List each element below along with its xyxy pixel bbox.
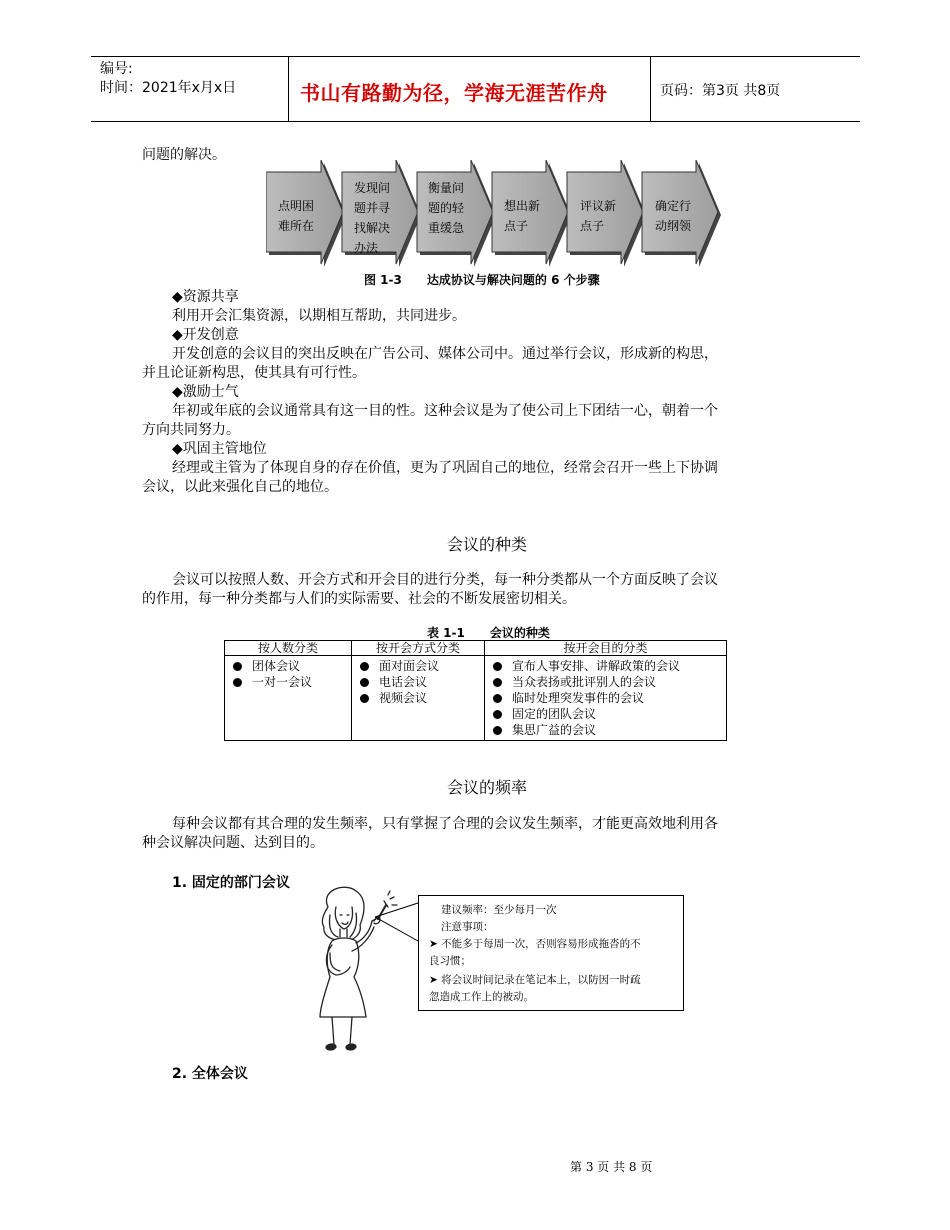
table-header-people: 按人数分类 bbox=[225, 641, 352, 656]
callout-note-2b: 忽造成工作上的被动。 bbox=[429, 991, 534, 1003]
step-2-text: 发现问 题并寻 找解决 办法 bbox=[354, 181, 391, 255]
bullet-icon bbox=[493, 678, 502, 687]
list-item: 团体会议 bbox=[233, 658, 345, 674]
header-top-rule bbox=[91, 56, 860, 57]
frequency-para-1: 每种会议都有其合理的发生频率，只有掌握了合理的会议发生频率，才能更高效地利用各 bbox=[172, 816, 718, 832]
subheading-department-meeting: 1. 固定的部门会议 bbox=[172, 875, 290, 891]
table-cell-purpose bbox=[485, 656, 727, 741]
advice-callout-box bbox=[418, 895, 684, 1011]
doc-number-label: 编号: bbox=[100, 61, 133, 77]
subheading-all-hands-meeting: 2. 全体会议 bbox=[172, 1066, 248, 1082]
list-item: 固定的团队会议 bbox=[493, 706, 720, 722]
table-cell-people bbox=[225, 656, 352, 741]
bullet-icon bbox=[233, 678, 242, 687]
section-text-creativity-1: 开发创意的会议目的突出反映在广告公司、媒体公司中。通过举行会议，形成新的构思， bbox=[172, 346, 718, 362]
kinds-para-1: 会议可以按照人数、开会方式和开会目的进行分类，每一种分类都从一个方面反映了会议 bbox=[172, 572, 718, 588]
bullet-icon bbox=[360, 694, 369, 703]
section-title-resource: ◆资源共享 bbox=[172, 289, 239, 305]
list-item: 电话会议 bbox=[360, 674, 478, 690]
section-title-authority: ◆巩固主管地位 bbox=[172, 441, 267, 457]
header-bottom-rule bbox=[91, 121, 860, 122]
list-item: 视频会议 bbox=[360, 690, 478, 706]
section-text-creativity-2: 并且论证新构思，使其具有可行性。 bbox=[142, 365, 366, 381]
kinds-para-2: 的作用，每一种分类都与人们的实际需要、社会的不断发展密切相关。 bbox=[142, 591, 576, 607]
figure-caption: 图 1-3 达成协议与解决问题的 6 个步骤 bbox=[364, 273, 600, 287]
list-item: 宣布人事安排、讲解政策的会议 bbox=[493, 658, 720, 674]
bullet-icon bbox=[493, 662, 502, 671]
kinds-heading: 会议的种类 bbox=[447, 535, 528, 554]
bullet-icon bbox=[493, 694, 502, 703]
frequency-para-2: 种会议解决问题、达到目的。 bbox=[142, 835, 324, 851]
step-6-text: 确定行 动纲领 bbox=[655, 199, 692, 233]
callout-notes-label: 注意事项： bbox=[441, 921, 494, 933]
table-cell-method bbox=[352, 656, 485, 741]
list-item: 当众表扬或批评别人的会议 bbox=[493, 674, 720, 690]
section-title-morale: ◆激励士气 bbox=[172, 384, 239, 400]
step-3-text: 衡量问 题的轻 重缓急 bbox=[428, 181, 465, 235]
doc-time-label: 时间：2021年x月x日 bbox=[100, 80, 237, 96]
bullet-icon bbox=[360, 678, 369, 687]
callout-note-2a: ➤ 将会议时间记录在笔记本上，以防因一时疏 bbox=[429, 974, 641, 986]
header-page-label: 页码：第3页 共8页 bbox=[660, 83, 781, 99]
bullet-icon bbox=[233, 662, 242, 671]
list-item: 面对面会议 bbox=[360, 658, 478, 674]
bullet-icon bbox=[493, 726, 502, 735]
table-caption: 表 1-1 会议的种类 bbox=[427, 626, 550, 640]
callout-note-1b: 良习惯； bbox=[429, 955, 471, 967]
step-1-text: 点明困 难所在 bbox=[278, 199, 315, 233]
section-text-authority-2: 会议，以此来强化自己的地位。 bbox=[142, 479, 338, 495]
step-4-text: 想出新 点子 bbox=[504, 199, 541, 233]
section-text-resource: 利用开会汇集资源，以期相互帮助，共同进步。 bbox=[172, 308, 466, 324]
table-header-method: 按开会方式分类 bbox=[352, 641, 485, 656]
list-item: 集思广益的会议 bbox=[493, 722, 720, 738]
section-text-morale-1: 年初或年底的会议通常具有这一目的性。这种会议是为了使公司上下团结一心，朝着一个 bbox=[172, 403, 718, 419]
list-item: 一对一会议 bbox=[233, 674, 345, 690]
section-text-authority-1: 经理或主管为了体现自身的存在价值，更为了巩固自己的地位，经常会召开一些上下协调 bbox=[172, 460, 718, 476]
callout-note-1a: ➤ 不能多于每周一次，否则容易形成拖沓的不 bbox=[429, 938, 641, 950]
callout-frequency: 建议频率：至少每月一次 bbox=[441, 904, 557, 916]
meeting-kinds-table bbox=[224, 640, 727, 741]
header-motto: 书山有路勤为径，学海无涯苦作舟 bbox=[300, 81, 608, 105]
step-5-text: 评议新 点子 bbox=[580, 199, 617, 233]
bullet-icon bbox=[493, 710, 502, 719]
section-title-creativity: ◆开发创意 bbox=[172, 327, 239, 343]
list-item: 临时处理突发事件的会议 bbox=[493, 690, 720, 706]
intro-text: 问题的解决。 bbox=[142, 147, 226, 163]
bullet-icon bbox=[360, 662, 369, 671]
table-header-purpose: 按开会目的分类 bbox=[485, 641, 727, 656]
header-divider-right bbox=[650, 56, 651, 121]
header-divider-left bbox=[288, 56, 289, 121]
section-text-morale-2: 方向共同努力。 bbox=[142, 422, 240, 438]
frequency-heading: 会议的频率 bbox=[447, 778, 528, 797]
page-footer: 第 3 页 共 8 页 bbox=[570, 1160, 653, 1174]
